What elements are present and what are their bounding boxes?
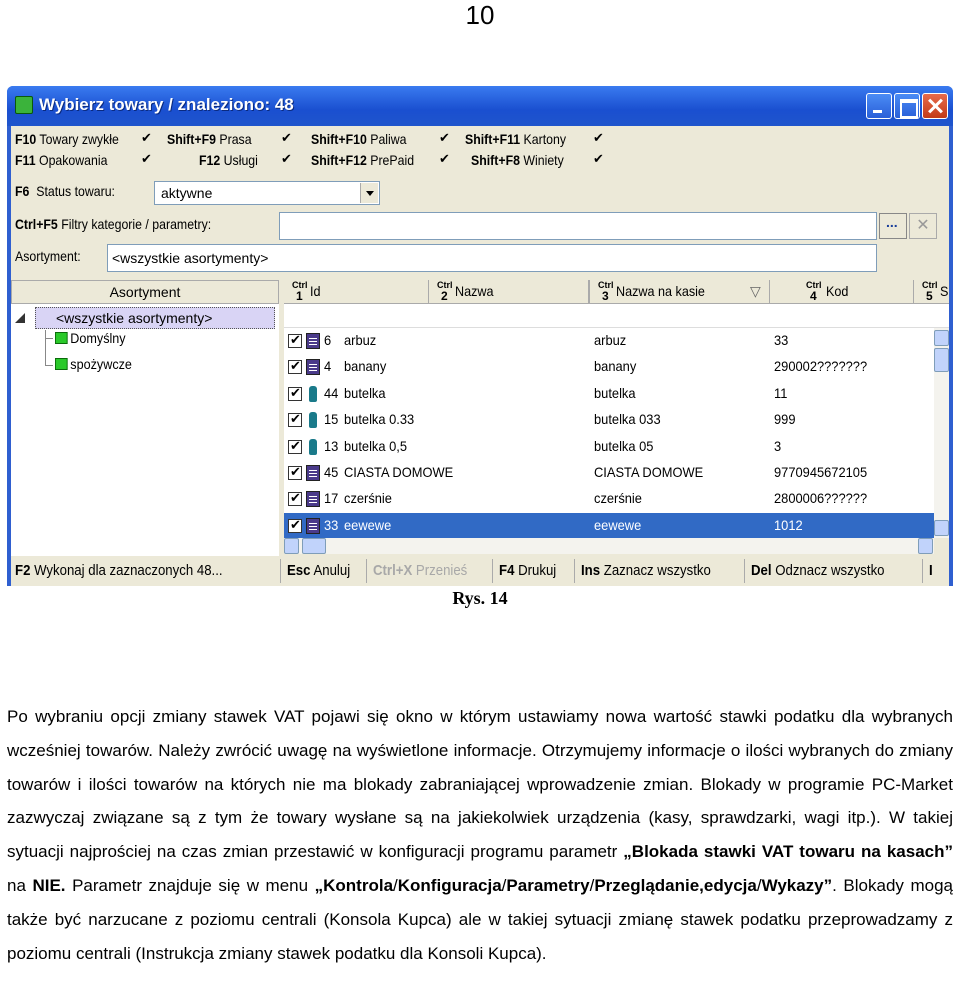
move-button[interactable] xyxy=(369,559,493,583)
column-label: Id xyxy=(310,283,321,299)
shortcut-key: F10 xyxy=(15,131,37,147)
button-label: Wykonaj dla zaznaczonych 48... xyxy=(34,562,223,579)
column-number: 3 xyxy=(602,289,609,303)
cell-name: banany xyxy=(344,358,387,375)
cell-code: 1012 xyxy=(774,516,803,533)
calendar-icon xyxy=(306,518,320,534)
select-products-window xyxy=(7,86,953,586)
cell-register-name: butelka 033 xyxy=(594,411,661,428)
status-label xyxy=(15,183,115,199)
cell-name: butelka xyxy=(344,384,386,401)
tree-item-domyslny[interactable] xyxy=(55,330,126,346)
cell-code: 999 xyxy=(774,411,796,428)
bottle-icon xyxy=(309,386,317,402)
cell-register-name: banany xyxy=(594,358,637,375)
print-button[interactable] xyxy=(495,559,575,583)
filter-label: Paliwa xyxy=(370,131,407,147)
cell-register-name: butelka 05 xyxy=(594,437,654,454)
column-number: 5 xyxy=(926,289,933,303)
button-label: Zaznacz wszystko xyxy=(603,562,711,579)
browse-categories-button[interactable] xyxy=(879,213,907,239)
more-button[interactable] xyxy=(925,559,949,583)
shortcut-key: F2 xyxy=(15,562,31,579)
tree-connector xyxy=(45,365,53,366)
shortcut-key: Esc xyxy=(287,562,311,579)
text: / xyxy=(501,875,507,895)
checkbox-prasa[interactable] xyxy=(281,134,293,146)
deselect-all-button[interactable] xyxy=(747,559,923,583)
scroll-down-button[interactable] xyxy=(934,520,949,536)
assortment-input[interactable] xyxy=(107,244,877,272)
text: / xyxy=(756,875,762,895)
text: Parametr znajduje się w menu xyxy=(65,875,315,895)
cell-id: 4 xyxy=(324,358,332,375)
checkbox-uslugi[interactable] xyxy=(281,155,293,167)
tree-item-all[interactable]: <wszystkie asortymenty> xyxy=(35,307,275,329)
calendar-icon xyxy=(306,359,320,375)
shortcut-key: Shift+F12 xyxy=(311,152,367,168)
cell-code: 33 xyxy=(774,332,789,348)
minimize-button[interactable] xyxy=(866,93,892,119)
figure-caption: Rys. 14 xyxy=(452,588,508,608)
checkbox-prepaid[interactable] xyxy=(439,155,451,167)
cell-name: czerśnie xyxy=(344,490,392,507)
filter-winiety[interactable] xyxy=(471,152,564,168)
cell-register-name: czerśnie xyxy=(594,490,642,507)
table-row[interactable] xyxy=(284,486,934,512)
bold-text: Wykazy” xyxy=(761,875,833,895)
tree-item-label: spożywcze xyxy=(70,356,132,372)
ctrl-label: Ctrl xyxy=(598,280,614,290)
vertical-scrollbar[interactable] xyxy=(934,328,949,538)
shortcut-key: Del xyxy=(751,562,772,579)
cell-register-name: arbuz xyxy=(594,332,627,348)
table-row[interactable] xyxy=(284,434,934,460)
shortcut-key: F11 xyxy=(15,152,36,168)
cell-id: 15 xyxy=(324,411,339,428)
tree-connector xyxy=(45,330,46,366)
action-bar xyxy=(11,556,949,586)
app-icon xyxy=(15,96,33,114)
close-button[interactable] xyxy=(922,93,948,119)
window-title: Wybierz towary / znaleziono: 48 xyxy=(39,95,294,114)
table-row[interactable] xyxy=(284,328,934,354)
filter-label: Winiety xyxy=(523,152,564,168)
bold-text: Przeglądanie,edycja xyxy=(594,875,757,895)
cell-code: 290002??????? xyxy=(774,358,868,375)
cell-id: 17 xyxy=(324,490,339,507)
column-header-nazwa-na-kasie[interactable] xyxy=(590,280,770,304)
tree-connector xyxy=(45,338,53,339)
bottle-icon xyxy=(309,439,317,455)
filter-uslugi[interactable] xyxy=(199,152,258,168)
select-all-button[interactable] xyxy=(577,559,745,583)
status-select[interactable] xyxy=(154,181,380,205)
table-row[interactable] xyxy=(284,354,934,380)
title-bar[interactable] xyxy=(7,86,953,126)
body-paragraph xyxy=(7,700,953,970)
button-label: Przenieś xyxy=(415,562,468,579)
checkbox-towary-zwykle[interactable] xyxy=(141,134,153,146)
cell-name: CIASTA DOMOWE xyxy=(344,464,454,480)
cell-register-name: CIASTA DOMOWE xyxy=(594,464,704,480)
status-label-text: Status towaru: xyxy=(36,183,115,199)
filter-towary-zwykle[interactable] xyxy=(15,131,119,147)
cell-code: 9770945672105 xyxy=(774,464,868,480)
table-row[interactable] xyxy=(284,407,934,433)
status-value: aktywne xyxy=(161,185,213,201)
text: / xyxy=(393,875,398,895)
tree-header[interactable]: Asortyment xyxy=(11,280,279,304)
clear-categories-button[interactable]: ✕ xyxy=(909,213,937,239)
shortcut-key: Ctrl+X xyxy=(373,562,413,579)
checkbox-kartony[interactable] xyxy=(593,134,605,146)
assortment-value: <wszystkie asortymenty> xyxy=(112,250,269,266)
filter-prasa[interactable] xyxy=(167,131,252,147)
cell-name: arbuz xyxy=(344,332,377,348)
checkbox-opakowania[interactable] xyxy=(141,155,153,167)
cell-id: 6 xyxy=(324,332,332,348)
sort-desc-icon: ▽ xyxy=(750,283,761,299)
assortment-tree xyxy=(11,304,279,586)
filter-label: Kartony xyxy=(523,131,567,147)
cell-register-name: eewewe xyxy=(594,516,642,533)
window-client xyxy=(11,126,949,586)
filter-label: PrePaid xyxy=(370,152,415,168)
shortcut-key: Ctrl+F5 xyxy=(15,216,58,232)
column-number: 1 xyxy=(296,289,303,303)
row-checkbox[interactable] xyxy=(288,413,302,427)
button-label: Odznacz wszystko xyxy=(775,562,885,579)
filter-label: Usługi xyxy=(223,152,258,168)
table-row[interactable] xyxy=(284,381,934,407)
text: na xyxy=(7,875,33,895)
shortcut-key: Shift+F8 xyxy=(471,152,520,168)
cell-code: 3 xyxy=(774,437,782,454)
bold-text: Parametry xyxy=(506,875,590,895)
cancel-button[interactable] xyxy=(283,559,367,583)
cell-register-name: butelka xyxy=(594,384,636,401)
calendar-icon xyxy=(306,465,320,481)
assortment-label: Asortyment: xyxy=(15,248,81,264)
ctrl-label: Ctrl xyxy=(292,280,308,290)
cell-id: 44 xyxy=(324,384,339,401)
cell-id: 45 xyxy=(324,464,339,480)
calendar-icon xyxy=(306,333,320,349)
bold-text: Konfiguracja xyxy=(397,875,502,895)
column-number: 4 xyxy=(810,289,817,303)
categories-input[interactable] xyxy=(279,212,877,240)
row-checkbox[interactable] xyxy=(288,492,302,506)
scroll-up-button[interactable] xyxy=(934,330,949,346)
bottle-icon xyxy=(309,412,317,428)
column-label: Kod xyxy=(826,283,849,299)
shortcut-key: F6 xyxy=(15,183,30,199)
ctrl-label: Ctrl xyxy=(806,280,822,290)
cell-name: butelka 0,5 xyxy=(344,437,408,454)
maximize-button[interactable] xyxy=(894,93,920,119)
row-checkbox[interactable] xyxy=(288,519,302,533)
scroll-right-button[interactable] xyxy=(918,538,933,554)
row-checkbox[interactable] xyxy=(288,387,302,401)
cell-name: eewewe xyxy=(344,516,392,533)
shortcut-key: Ins xyxy=(581,562,601,579)
cell-name: butelka 0.33 xyxy=(344,411,415,428)
table-row[interactable] xyxy=(284,460,934,486)
categories-label xyxy=(15,216,211,232)
bold-text: „Blokada stawki VAT towaru na kasach” xyxy=(623,842,953,862)
filter-opakowania[interactable] xyxy=(15,152,107,168)
filter-paliwa[interactable] xyxy=(311,131,407,147)
button-label: Anuluj xyxy=(313,562,351,579)
ctrl-label: Ctrl xyxy=(922,280,938,290)
checkbox-winiety[interactable] xyxy=(593,155,605,167)
text: / xyxy=(589,875,595,895)
grid-header xyxy=(284,280,949,304)
ctrl-label: Ctrl xyxy=(437,280,453,290)
horizontal-scrollbar[interactable] xyxy=(284,538,934,554)
column-label: S xyxy=(940,283,949,299)
collapse-icon[interactable] xyxy=(15,313,25,323)
button-label: Drukuj xyxy=(518,562,557,579)
filter-kartony[interactable] xyxy=(465,131,566,147)
column-label: Nazwa xyxy=(455,283,494,299)
shortcut-key: Shift+F11 xyxy=(465,131,521,147)
execute-selected-button[interactable] xyxy=(11,559,281,583)
shortcut-key: F12 xyxy=(199,152,221,168)
cell-id: 13 xyxy=(324,437,339,454)
folder-icon xyxy=(55,332,68,344)
column-header-nazwa[interactable] xyxy=(428,280,590,304)
folder-icon xyxy=(55,358,68,370)
column-header-kod[interactable] xyxy=(770,280,914,304)
filter-label: Towary zwykłe xyxy=(39,131,119,147)
column-number: 2 xyxy=(441,289,448,303)
scroll-thumb[interactable] xyxy=(302,538,326,554)
table-row[interactable] xyxy=(284,513,934,538)
scroll-thumb[interactable] xyxy=(934,348,949,372)
grid-filter-row[interactable] xyxy=(284,304,949,328)
scroll-left-button[interactable] xyxy=(284,538,299,554)
shortcut-key: Shift+F10 xyxy=(311,131,367,147)
chevron-down-icon[interactable] xyxy=(360,183,378,203)
text: . Blokady mogą także być narzucane z poziomu centrali (Konsola Kupca) ale w takiej sytuacji zmianę stawek podatku przeprowadzamy z poziomu centrali (Instrukcja zmiany stawek podatku dla Konsoli Kupca). xyxy=(7,875,953,963)
shortcut-key: I xyxy=(929,562,933,579)
tree-item-label: Domyślny xyxy=(70,330,126,346)
row-checkbox[interactable] xyxy=(288,360,302,374)
cell-id: 33 xyxy=(324,516,339,533)
product-grid xyxy=(284,328,934,538)
row-checkbox[interactable] xyxy=(288,334,302,348)
cell-code: 11 xyxy=(774,384,788,401)
categories-label-text: Filtry kategorie / parametry: xyxy=(61,216,212,232)
cell-code: 2800006?????? xyxy=(774,490,868,507)
checkbox-paliwa[interactable] xyxy=(439,134,451,146)
column-header-s[interactable] xyxy=(914,280,949,304)
text: Po wybraniu opcji zmiany stawek VAT pojawi się okno w którym ustawiamy nowa wartość stawki podatku dla wybranych wcześniej towarów. Należy zwrócić uwagę na wyświetlone informacje. Otrzymujemy informacje o ilości wybranych do zmiany towarów i ilości towarów na których nie ma blokady zabraniającej wprowadzenie zmian. Blokady w programie PC-Market zazwyczaj związane są z tym że towary wysłane są na jakiekolwiek urządzenia (kasy, sprawdzarki, wagi itp.). W takiej sytuacji najprościej na czas zmian przestawić w konfiguracji programu parametr xyxy=(7,707,953,862)
page-number: 10 xyxy=(465,0,495,30)
filter-label: Prasa xyxy=(219,131,252,147)
tree-item-spozywcze[interactable] xyxy=(55,356,132,372)
shortcut-key: Shift+F9 xyxy=(167,131,216,147)
shortcut-key: F4 xyxy=(499,562,515,579)
bold-text: „Kontrola xyxy=(314,875,394,895)
filter-label: Opakowania xyxy=(38,152,108,168)
filter-prepaid[interactable] xyxy=(311,152,414,168)
calendar-icon xyxy=(306,491,320,507)
row-checkbox[interactable] xyxy=(288,440,302,454)
row-checkbox[interactable] xyxy=(288,466,302,480)
column-label: Nazwa na kasie xyxy=(616,283,705,299)
bold-text: NIE. xyxy=(32,875,66,895)
